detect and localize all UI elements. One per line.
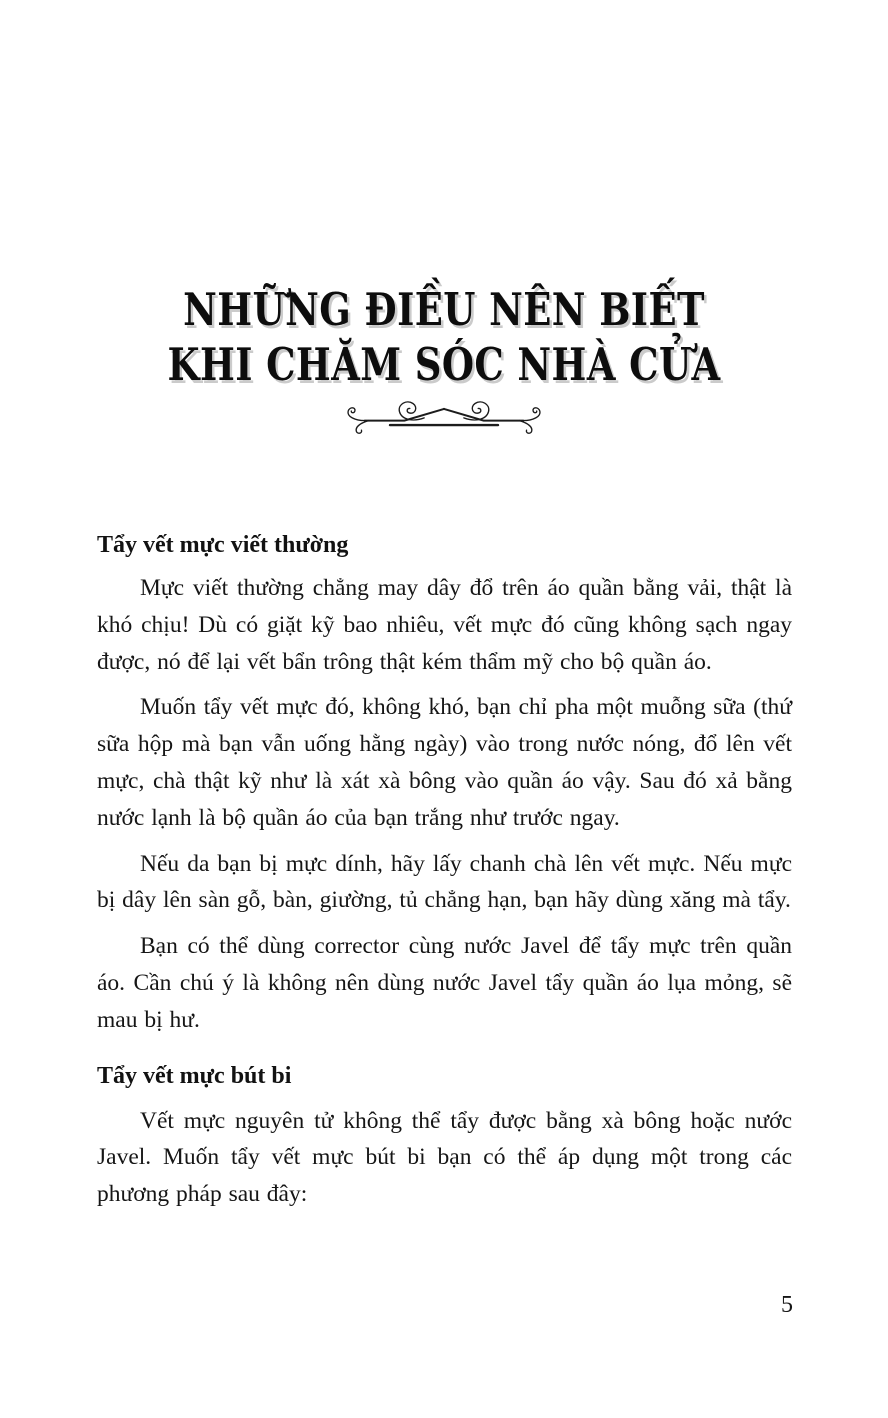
paragraph: Nếu da bạn bị mực dính, hãy lấy chanh chà lên vết mực. Nếu mực bị dây lên sàn gỗ, bàn, giường, tủ chẳng hạn, bạn hãy dùng xăng mà tẩy. [97, 850, 792, 914]
page-number: 5 [781, 1292, 793, 1318]
chapter-header [0, 0, 888, 442]
chapter-title [0, 282, 888, 392]
paragraph: Muốn tẩy vết mực đó, không khó, bạn chỉ pha một muỗng sữa (thứ sữa hộp mà bạn vẫn uống hằng ngày) vào trong nước nóng, đổ lên vết mực, chà thật kỹ như là xát xà bông vào quần áo vậy. Sau đó xả bằng nước lạnh là bộ quần áo của bạn trắng như trước ngay. [97, 694, 792, 831]
flourish-divider-icon [0, 397, 888, 442]
chapter-title-line-1: NHỮNG ĐIỀU NÊN BIẾT [183, 283, 705, 336]
chapter-title-line-2: KHI CHĂM SÓC NHÀ CỬA [167, 338, 721, 391]
page-content [97, 530, 792, 1213]
paragraph: Bạn có thể dùng corrector cùng nước Javel để tẩy mực trên quần áo. Cần chú ý là không nên dùng nước Javel tẩy quần áo lụa mỏng, sẽ mau bị hư. [97, 933, 792, 1033]
paragraph: Mực viết thường chẳng may dây đổ trên áo quần bằng vải, thật là khó chịu! Dù có giặt kỹ bao nhiêu, vết mực đó cũng không sạch ngay được, nó để lại vết bẩn trông thật kém thẩm mỹ cho bộ quần áo. [97, 575, 792, 675]
section-heading-tay-vet-muc-viet-thuong: Tẩy vết mực viết thường [97, 532, 349, 558]
paragraph: Vết mực nguyên tử không thể tẩy được bằng xà bông hoặc nước Javel. Muốn tẩy vết mực bút bi bạn có thể áp dụng một trong các phương pháp sau đây: [97, 1107, 792, 1208]
section-heading-tay-vet-muc-but-bi: Tẩy vết mực bút bi [97, 1062, 292, 1089]
